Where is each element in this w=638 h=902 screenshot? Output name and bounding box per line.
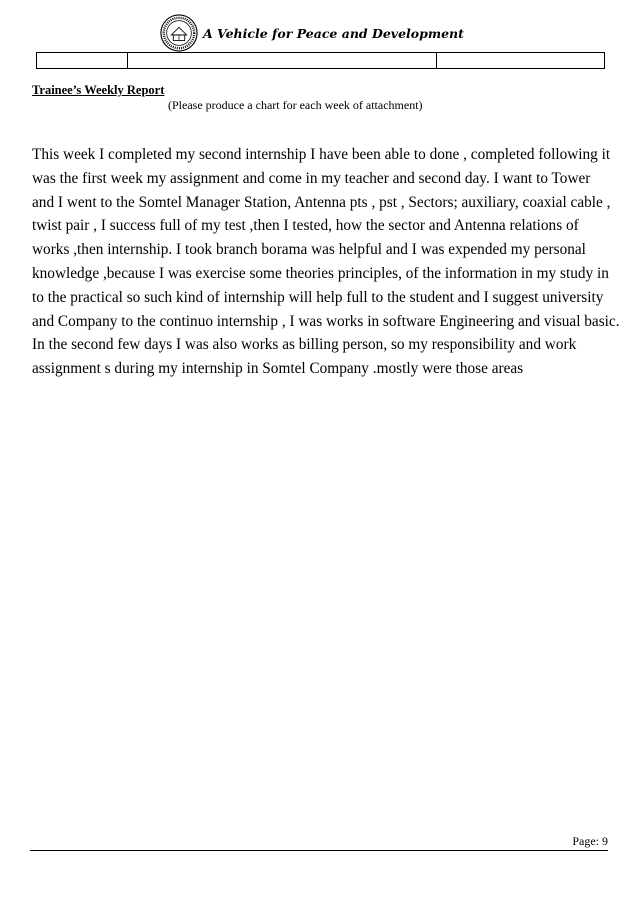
- report-subtitle: (Please produce a chart for each week of attachment): [168, 98, 423, 112]
- page-header: [0, 12, 638, 52]
- header-cell: [128, 53, 437, 69]
- footer-divider: [30, 850, 608, 851]
- report-body: [32, 143, 620, 381]
- body-line: to the practical so such kind of internship will help full to the student and I suggest university: [32, 288, 604, 306]
- header-table: [36, 52, 605, 69]
- body-line: works ,then internship. I took branch borama was helpful and I was expended my personal: [32, 241, 586, 259]
- body-line: and Company to the continuo internship , I was works in software Engineering and visual basic.: [32, 312, 620, 330]
- report-title: Trainee’s Weekly Report: [32, 83, 165, 97]
- page-number: Page: 9: [572, 834, 608, 848]
- body-line: and I went to the Somtel Manager Station, Antenna pts , pst , Sectors; auxiliary, coaxial cable ,: [32, 193, 611, 211]
- body-line: was the first week my assignment and come in my teacher and second day. I want to Tower: [32, 169, 591, 187]
- university-seal-icon: [160, 14, 198, 52]
- body-line: twist pair , I success full of my test ,then I tested, how the sector and Antenna relations of: [32, 217, 579, 235]
- body-line: assignment s during my internship in Somtel Company .mostly were those areas: [32, 360, 524, 378]
- body-line: In the second few days I was also works as billing person, so my responsibility and work: [32, 336, 577, 354]
- header-cell: [437, 53, 605, 69]
- body-line: This week I completed my second internship I have been able to done , completed following it: [32, 146, 611, 163]
- body-line: knowledge ,because I was exercise some theories principles, of the information in my study in: [32, 264, 609, 282]
- header-cell: [37, 53, 128, 69]
- header-motto: A Vehicle for Peace and Development: [203, 26, 464, 41]
